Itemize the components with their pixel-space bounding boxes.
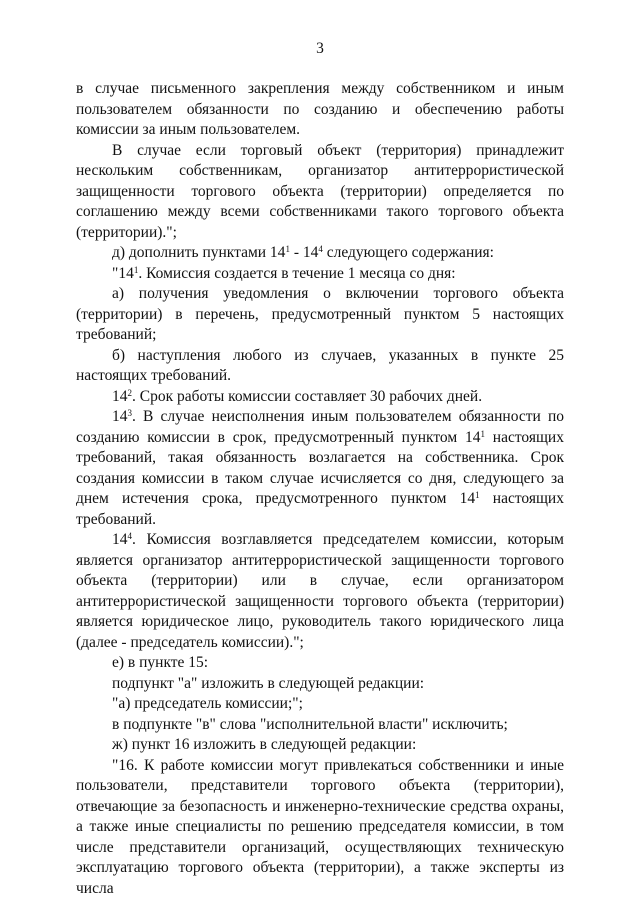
paragraph: "а) председатель комиссии;";: [112, 695, 303, 712]
paragraph: "$14^1$. Комиссия создается в течение 1 месяца со дня:: [112, 264, 456, 282]
paragraph: ж) пункт 16 изложить в следующей редакции:: [112, 736, 417, 753]
paragraph: а) получения уведомления о включении торгового объекта (территории) в перечень, предусмотренный пунктом 5 настоящих требований;: [76, 285, 564, 343]
paragraph: "16. К работе комиссии могут привлекаться собственники и иные пользователи, представители торгового объекта (территории), отвечающие за безопасность и инженерно-технические средства охраны, а также иные специалисты по решению председателя комиссии, в том числе представители организаций, осуществляющих техническую эксплуатацию торгового объекта (территории), а также эксперты из числа: [76, 756, 564, 897]
paragraph: $14^4$. Комиссия возглавляется председателем комиссии, которым является организатор антитеррористической защищенности торгового объекта (территории) или в случае, если организатором антитеррористической защищенности торгового объекта (территории) является юридическое лицо, руководитель такого юридического лица (далее - председатель комиссии).";: [76, 531, 564, 651]
paragraph: $14^2$. Срок работы комиссии составляет 30 рабочих дней.: [112, 387, 483, 405]
paragraph: д) дополнить пунктами $14^1 - 14^4$ следующего содержания:: [112, 244, 494, 261]
paragraph: е) в пункте 15:: [112, 654, 209, 671]
paragraph: $14^3$. В случае неисполнения иным пользователем обязанности по созданию комиссии в срок, предусмотренный пунктом $14^1$ настоящих требований, такая обязанность возлагается на собственника. Срок создания комиссии в таком случае исчисляется со дня, следующего за днем истечения срока, предусмотренного пунктом $14^1$ настоящих требований.: [76, 408, 564, 528]
paragraph: в подпункте "в" слова "исполнительной власти" исключить;: [112, 715, 508, 733]
paragraph: б) наступления любого из случаев, указанных в пункте 25 настоящих требований.: [76, 346, 564, 384]
page-number: 3: [316, 40, 324, 57]
paragraph: В случае если торговый объект (территория) принадлежит нескольким собственникам, организатор антитеррористической защищенности торгового объекта (территории) определяется по соглашению между всеми собственниками такого торгового объекта (территории).";: [76, 141, 564, 241]
document-body: [76, 79, 564, 899]
paragraph: в случае письменного закрепления между собственником и иным пользователем обязанности по созданию и обеспечению работы комиссии за иным пользователем.: [76, 80, 564, 138]
paragraph: подпункт "а" изложить в следующей редакции:: [112, 674, 425, 692]
